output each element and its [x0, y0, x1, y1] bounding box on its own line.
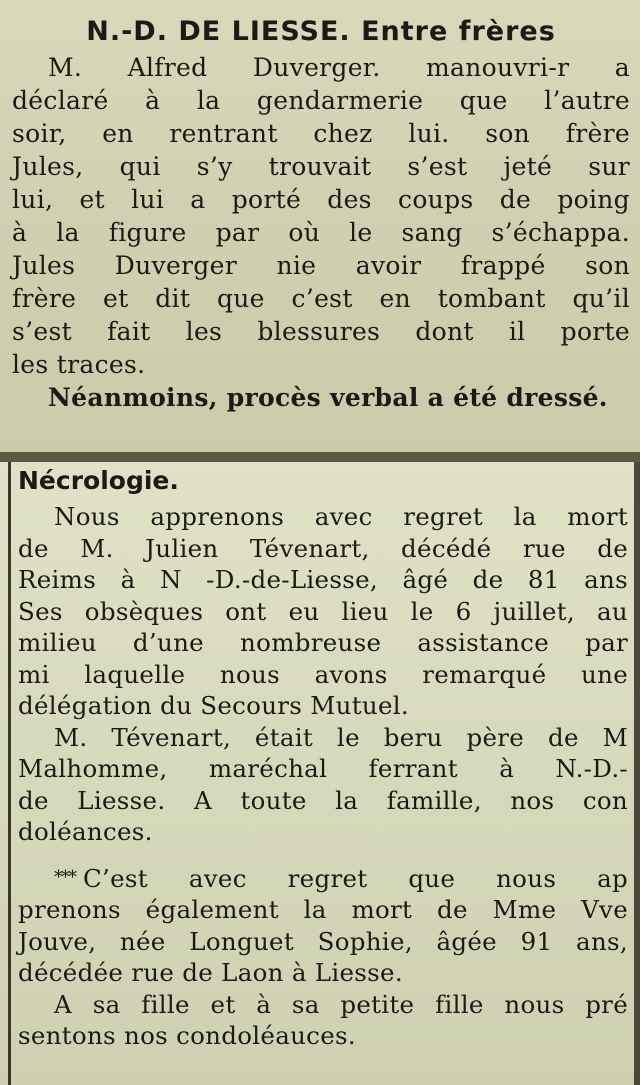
article-line: mi laquelle nous avons remarqué une — [18, 659, 628, 689]
article-line-text: C’est avec regret que nous ap — [83, 863, 628, 893]
article-line: déclaré à la gendarmerie que l’autre — [12, 86, 630, 115]
article-line: de Liesse. A toute la famille, nos con — [18, 785, 628, 815]
article-line: de M. Julien Tévenart, décédé rue de — [18, 533, 628, 563]
article-body — [12, 51, 630, 414]
clipping-separator — [0, 452, 640, 462]
article-line: Malhomme, maréchal ferrant à N.-D.- — [18, 754, 628, 783]
article-line: lui, et lui a porté des coups de poing — [12, 185, 630, 214]
article-clipping-bottom — [0, 462, 640, 1085]
article-line: sentons nos condoléauces. — [18, 1021, 356, 1050]
article-line: Nous apprenons avec regret la mort — [54, 502, 628, 531]
article-line: les traces. — [12, 350, 146, 379]
article-line: frère et dit que c’est en tombant qu’il — [12, 284, 630, 313]
article-line: à la figure par où le sang s’échappa. — [12, 218, 630, 247]
article-line: doléances. — [18, 817, 153, 846]
article-line — [18, 862, 628, 895]
article-line: M. Alfred Duverger. manouvri-r a — [48, 53, 630, 82]
column-rule-right — [634, 462, 640, 1085]
obituary-paragraph-one — [18, 501, 628, 722]
article-line: décédée rue de Laon à Liesse. — [18, 958, 403, 987]
paragraph-gap — [18, 848, 628, 862]
article-line: Ses obsèques ont eu lieu le 6 juillet, au — [18, 596, 628, 626]
article-line: Néanmoins, procès verbal a été dressé. — [48, 383, 608, 412]
article-line: délégation du Secours Mutuel. — [18, 691, 409, 720]
article-line: milieu d’une nombreuse assistance par — [18, 628, 628, 657]
obituary-paragraph-two — [18, 722, 628, 848]
asterism-ornament: *** — [54, 866, 75, 888]
article-line: A sa fille et à sa petite fille nous pré — [54, 989, 628, 1019]
article-line: Jouve, née Longuet Sophie, âgée 91 ans, — [18, 926, 628, 956]
article-line: Jules Duverger nie avoir frappé son — [12, 251, 630, 280]
article-line: Reims à N -D.-de-Liesse, âgé de 81 ans — [18, 565, 628, 594]
obituary-paragraph-three — [18, 862, 628, 1052]
article-line: Jules, qui s’y trouvait s’est jeté sur — [12, 152, 630, 181]
column-rule-left — [8, 462, 11, 1085]
article-clipping-top — [0, 0, 640, 452]
section-title: Nécrologie. — [18, 466, 179, 495]
article-line: s’est fait les blessures dont il porte — [12, 317, 630, 346]
article-headline: N.-D. DE LIESSE. Entre frères — [86, 16, 556, 47]
article-line: prenons également la mort de Mme Vve — [18, 895, 628, 924]
article-line: M. Tévenart, était le beru père de M — [54, 722, 628, 752]
article-line: soir, en rentrant chez lui. son frère — [12, 119, 630, 148]
